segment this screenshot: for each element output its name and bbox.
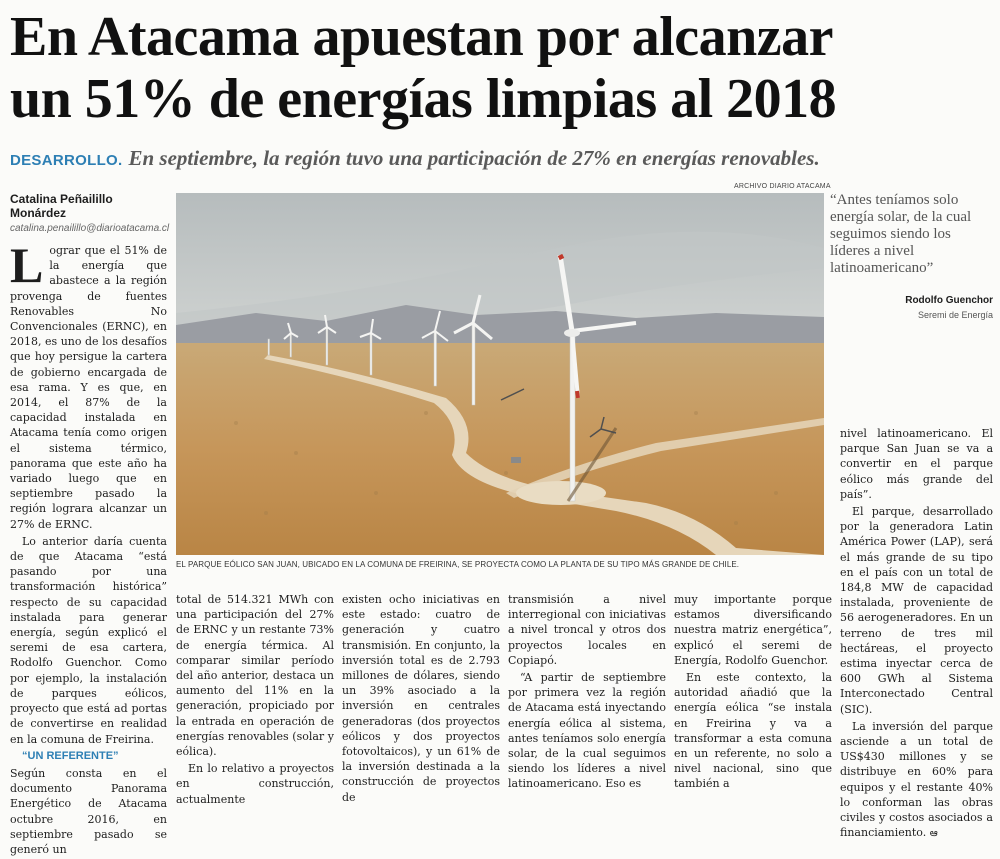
headline-line-1: En Atacama apuestan por alcanzar	[10, 6, 833, 68]
pull-quote-text: “Antes teníamos solo energía solar, de la cual seguimos siendo los líderes a nivel latinoamericano”	[830, 192, 972, 276]
pull-quote-author: Rodolfo Guenchor	[905, 295, 993, 306]
pull-quote	[830, 192, 993, 320]
byline	[10, 192, 170, 234]
body-column-5	[674, 592, 832, 794]
wind-farm-photo	[176, 193, 824, 555]
subheadline-text: En septiembre, la región tuvo una participación de 27% en energías renovables.	[128, 146, 820, 170]
author-email: catalina.penailillo@diarioatacama.cl	[10, 223, 170, 234]
body-paragraph: En lo relativo a proyectos en construcción, actualmente	[176, 762, 334, 806]
body-paragraph: nivel latinoamericano. El parque San Juan se va a convertir en el parque eólico más grande del país”.	[840, 427, 993, 501]
body-column-2	[176, 592, 334, 809]
wind-farm-illustration	[176, 193, 824, 555]
paragraph-text: La inversión del parque asciende a un total de US$430 millones y se distribuye en 60% para equipos y el restante 40% lo conforman las obras civiles y costos asociados a financiamiento.	[840, 719, 993, 840]
paragraph-text: ograr que el 51% de la energía que abastece a la región provenga de fuentes Renovables No Convencionales (ERNC), en 2018, es uno de los desafíos que hoy persigue la cartera de gobierno encargada de esa rama. Y es que, en 2014, el 87% de la capacidad instalada en Atacama tenía como origen el sistema térmico, panorama que este año ha variado luego que en septiembre pasado la región lograra alcanzar un 27% de ERNC.	[10, 244, 167, 531]
end-of-article-icon: ఆ	[929, 828, 938, 840]
body-paragraph: “A partir de septiembre por primera vez la región de Atacama está inyectando energía eólica al sistema, antes teníamos solo energía solar, de la cual seguimos siendo los líderes a nivel latinoamericano. Eso es	[508, 671, 666, 791]
body-paragraph	[840, 719, 993, 842]
body-column-4	[508, 592, 666, 794]
photo-caption: EL PARQUE EÓLICO SAN JUAN, UBICADO EN LA COMUNA DE FREIRINA, SE PROYECTA COMO LA PLANTA DE SU TIPO MÁS GRANDE DE CHILE.	[176, 560, 740, 569]
body-paragraph: El parque, desarrollado por la generadora Latin América Power (LAP), será el más grande de su tipo en el país con un total de 184,8 MW de capacidad instalada, proveniente de 56 aerogeneradores. En un terreno de tres mil hectáreas, el proyecto estima inyectar cerca de 600 GWh al Sistema Interconectado Central (SIC).	[840, 505, 993, 716]
pull-quote-role: Seremi de Energía	[917, 310, 993, 320]
section-kicker: DESARROLLO.	[10, 152, 123, 169]
subheadline	[10, 146, 995, 171]
section-title: “UN REFERENTE”	[22, 749, 119, 762]
body-paragraph: total de 514.321 MWh con una participación del 27% de ERNC y un restante 73% de energía térmica. Al comparar similar período del año anterior, destaca un aumento del 11% en la generación, propiciado por la entrada en operación de energías renovables (solar y eólica).	[176, 593, 334, 759]
headline	[10, 6, 990, 130]
author-name: Catalina Peñailillo Monárdez	[10, 192, 113, 220]
body-column-1	[10, 237, 167, 859]
body-paragraph: Según consta en el documento Panorama Energético de Atacama octubre 2016, en septiembre pasado se generó un	[10, 766, 167, 856]
body-paragraph	[10, 237, 167, 532]
body-paragraph: existen ocho iniciativas en este estado: cuatro de generación y cuatro transmisión. En conjunto, la inversión total es de 2.793 millones de dólares, siendo un 39% asociado a la inversión en centrales generadoras (dos proyectos eólicos y dos proyectos fotovoltaicos), y un 61% de la inversión destinada a la construcción de proyectos de	[342, 593, 500, 804]
body-paragraph: En este contexto, la autoridad añadió que la energía eólica “se instala en Freirina y va a transformar a esta comuna en un referente, no solo a nivel nacional, sino que también a	[674, 671, 832, 791]
body-paragraph: muy importante porque estamos diversificando nuestra matriz energética”, explicó el seremi de Energía, Rodolfo Guenchor.	[674, 593, 832, 667]
body-paragraph: Lo anterior daría cuenta de que Atacama “está pasando por una transformación histórica” respecto de su capacidad instalada para generar energía, según explicó el seremi de esa cartera, Rodolfo Guenchor. Como por ejemplo, la instalación de parques eólicos, proyecto que está ad portas de convertirse en realidad en la comuna de Freirina.	[10, 534, 167, 746]
body-paragraph: transmisión a nivel interregional con iniciativas a nivel troncal y otros dos proyectos locales en Copiapó.	[508, 593, 666, 667]
desert-ground	[176, 343, 824, 555]
drop-cap: L	[10, 237, 44, 293]
body-column-3	[342, 592, 500, 807]
photo-credit: ARCHIVO DIARIO ATACAMA	[734, 183, 831, 190]
headline-line-2: un 51% de energías limpias al 2018	[10, 68, 837, 130]
body-column-6	[840, 426, 993, 843]
